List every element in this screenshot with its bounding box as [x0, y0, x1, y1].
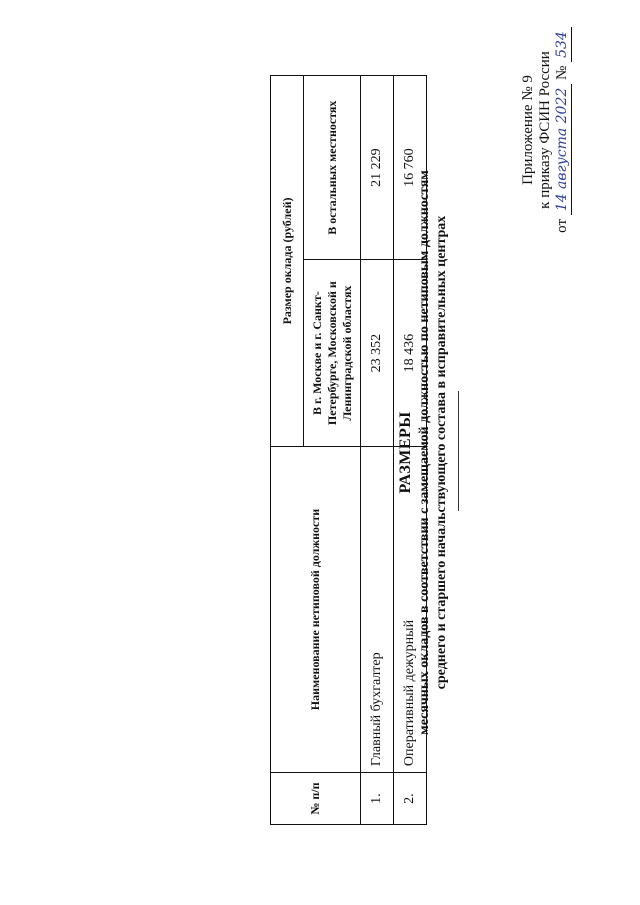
- date-prefix: от: [554, 218, 570, 233]
- handwritten-date: 14 августа 2022: [554, 84, 572, 216]
- header-num: № п/п: [271, 773, 361, 825]
- header-position-name: Наименование нетиповой должности: [271, 446, 361, 772]
- row-position-name: Оперативный дежурный: [394, 446, 427, 772]
- title-line-2: среднего и старшего начальствующего состава в исправительных центрах: [434, 215, 449, 690]
- row-other-salary: 21 229: [361, 76, 394, 260]
- salary-table: [270, 75, 427, 825]
- separator-line: [458, 391, 459, 511]
- handwritten-number: 534: [554, 27, 572, 62]
- table-row: [361, 76, 394, 825]
- row-num: 1.: [361, 773, 394, 825]
- table-row: [394, 76, 427, 825]
- row-position-name: Главный бухгалтер: [361, 446, 394, 772]
- table-header-row: [271, 76, 304, 825]
- appendix-date-line: [554, 15, 572, 245]
- appendix-number: Приложение № 9: [520, 75, 536, 185]
- row-other-salary: 16 760: [394, 76, 427, 260]
- row-moscow-salary: 18 436: [394, 260, 427, 447]
- document-title: РАЗМЕРЫ: [397, 411, 414, 494]
- appendix-header: [520, 15, 572, 245]
- header-other-regions: В остальных местностях: [304, 76, 361, 260]
- header-salary-group: Размер оклада (рублей): [271, 76, 304, 447]
- row-num: 2.: [394, 773, 427, 825]
- appendix-order-ref: к приказу ФСИН России: [537, 51, 553, 209]
- header-moscow: В г. Москве и г. Санкт-Петербурге, Московской и Ленинградской областях: [304, 260, 361, 447]
- title-line-1: месячных окладов в соответствии с замещаемой должностью по нетиповым должностям: [417, 170, 432, 735]
- row-moscow-salary: 23 352: [361, 260, 394, 447]
- number-prefix: №: [554, 65, 570, 80]
